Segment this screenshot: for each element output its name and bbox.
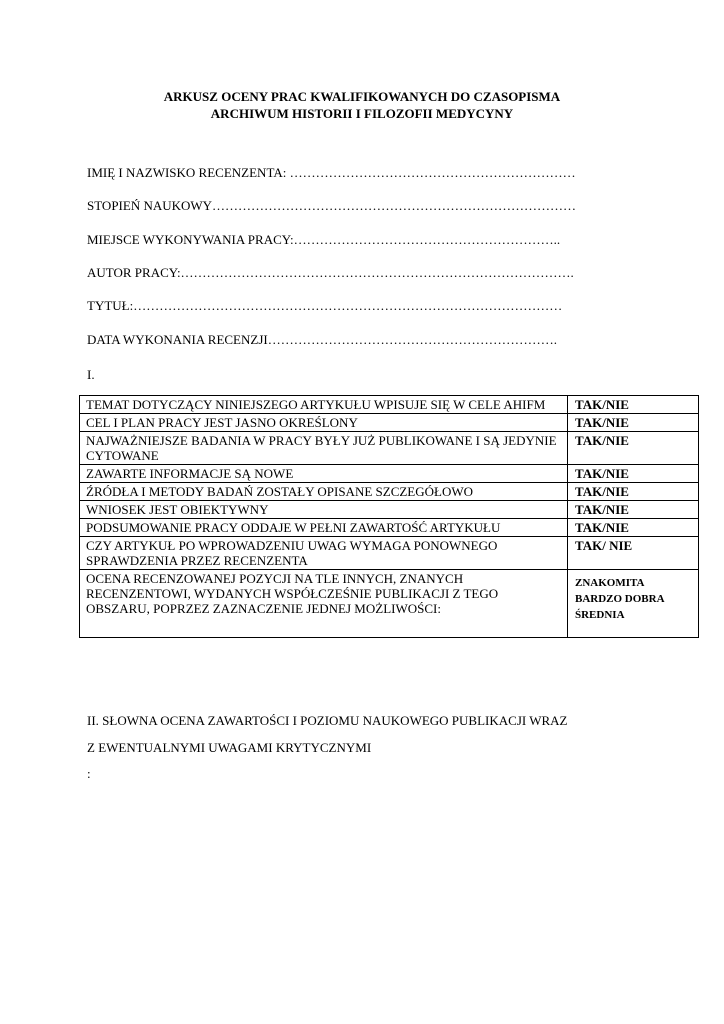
- rating-option-very-good[interactable]: BARDZO DOBRA: [575, 593, 665, 605]
- yes-no-answer[interactable]: TAK/NIE: [568, 519, 699, 537]
- table-row: [80, 483, 699, 501]
- rating-criterion-text: OCENA RECENZOWANEJ POZYCJI NA TLE INNYCH, ZNANYCH RECENZENTOWI, WYDANYCH WSPÓŁCZEŚNIE PUBLIKACJI Z TEGO OBSZARU, POPRZEZ ZAZNACZENIE JEDNEJ MOŻLIWOŚCI:: [80, 570, 568, 638]
- yes-no-answer[interactable]: TAK/NIE: [568, 396, 699, 414]
- criterion-text: CZY ARTYKUŁ PO WPROWADZENIU UWAG WYMAGA PONOWNEGO SPRAWDZENIA PRZEZ RECENZENTA: [80, 537, 568, 570]
- title-field[interactable]: TYTUŁ:………………………………………………………………………………………: [87, 298, 563, 313]
- criterion-text: TEMAT DOTYCZĄCY NINIEJSZEGO ARTYKUŁU WPISUJE SIĘ W CELE AHIFM: [80, 396, 568, 414]
- reviewer-name-field[interactable]: IMIĘ I NAZWISKO RECENZENTA: …………………………………………………………: [87, 165, 576, 180]
- author-field[interactable]: AUTOR PRACY:……………………………………………………………………………….: [87, 265, 574, 280]
- yes-no-answer[interactable]: TAK/ NIE: [568, 537, 699, 570]
- criterion-text: CEL I PLAN PRACY JEST JASNO OKREŚLONY: [80, 414, 568, 432]
- yes-no-answer[interactable]: TAK/NIE: [568, 432, 699, 465]
- rating-option-excellent[interactable]: ZNAKOMITA: [575, 577, 645, 589]
- evaluation-table: [79, 395, 699, 638]
- rating-option-average[interactable]: ŚREDNIA: [575, 609, 625, 621]
- yes-no-answer[interactable]: TAK/NIE: [568, 414, 699, 432]
- table-row: [80, 465, 699, 483]
- criterion-text: NAJWAŻNIEJSZE BADANIA W PRACY BYŁY JUŻ PUBLIKOWANE I SĄ JEDYNIE CYTOWANE: [80, 432, 568, 465]
- review-date-field[interactable]: DATA WYKONANIA RECENZJI………………………………………………………….: [87, 332, 557, 347]
- workplace-field[interactable]: MIEJSCE WYKONYWANIA PRACY:……………………………………………………..: [87, 232, 561, 247]
- academic-degree-field[interactable]: STOPIEŃ NAUKOWY…………………………………………………………………………: [87, 198, 577, 213]
- section-1-label: I.: [87, 367, 95, 382]
- table-row: [80, 414, 699, 432]
- form-title: [0, 88, 724, 122]
- criterion-text: WNIOSEK JEST OBIEKTYWNY: [80, 501, 568, 519]
- form-title-line-2: ARCHIWUM HISTORII I FILOZOFII MEDYCYNY: [210, 106, 514, 121]
- section-2-heading-line-1: II. SŁOWNA OCENA ZAWARTOŚCI I POZIOMU NAUKOWEGO PUBLIKACJI WRAZ: [87, 713, 568, 728]
- form-title-line-1: ARKUSZ OCENY PRAC KWALIFIKOWANYCH DO CZASOPISMA: [163, 89, 561, 104]
- criterion-text: ŹRÓDŁA I METODY BADAŃ ZOSTAŁY OPISANE SZCZEGÓŁOWO: [80, 483, 568, 501]
- table-row: [80, 519, 699, 537]
- table-row: [80, 501, 699, 519]
- rating-row: [80, 570, 699, 638]
- section-2-heading-line-2: Z EWENTUALNYMI UWAGAMI KRYTYCZNYMI: [87, 740, 372, 755]
- yes-no-answer[interactable]: TAK/NIE: [568, 465, 699, 483]
- table-row: [80, 432, 699, 465]
- criterion-text: ZAWARTE INFORMACJE SĄ NOWE: [80, 465, 568, 483]
- criterion-text: PODSUMOWANIE PRACY ODDAJE W PEŁNI ZAWARTOŚĆ ARTYKUŁU: [80, 519, 568, 537]
- comments-field[interactable]: :: [87, 766, 91, 781]
- rating-options: [568, 570, 699, 638]
- yes-no-answer[interactable]: TAK/NIE: [568, 483, 699, 501]
- table-row: [80, 537, 699, 570]
- table-row: [80, 396, 699, 414]
- yes-no-answer[interactable]: TAK/NIE: [568, 501, 699, 519]
